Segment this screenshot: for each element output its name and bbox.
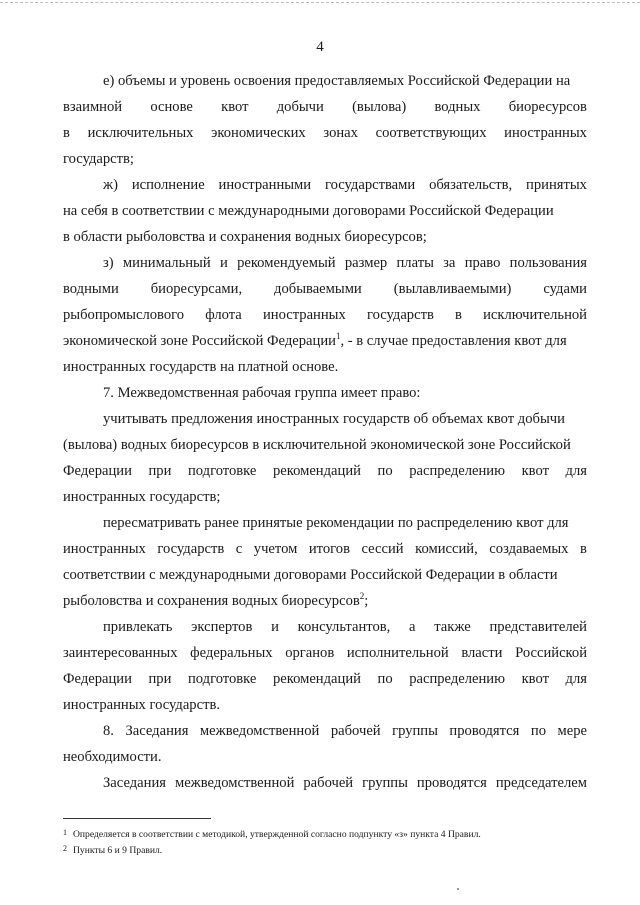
word: рекомендаций <box>272 463 361 479</box>
word: учетом <box>253 541 298 557</box>
text-line: е) объемы и уровень освоения предоставляемых Российской Федерации на <box>103 73 571 89</box>
word: консультантов, <box>297 619 391 635</box>
word: также <box>434 619 471 635</box>
footnote-separator <box>63 818 211 819</box>
word: государствами <box>324 177 416 193</box>
word: Федерации <box>63 671 132 687</box>
word: подготовке <box>187 463 257 479</box>
word: при <box>148 671 172 687</box>
word: власти <box>461 645 503 661</box>
word: соответствующих <box>375 125 487 141</box>
word: исключительных <box>87 125 194 141</box>
word: пользования <box>509 255 587 271</box>
word: распределению <box>409 463 506 479</box>
text-line <box>63 640 587 666</box>
word: рабочей <box>330 723 381 739</box>
word: иностранными <box>218 177 312 193</box>
word: зонах <box>323 125 358 141</box>
word: по <box>530 723 546 739</box>
word: создаваемых <box>489 541 569 557</box>
word: минимальный <box>122 255 211 271</box>
word: и <box>271 619 279 635</box>
word: при <box>148 463 172 479</box>
word: (вылавливаемыми) <box>393 281 512 297</box>
page-number: 4 <box>316 39 324 55</box>
word: флота <box>205 307 242 323</box>
text-line: соответствии с международными договорами Российской Федерации в области <box>63 567 558 583</box>
word: иностранных <box>262 307 346 323</box>
word: рекомендуемый <box>237 255 336 271</box>
word: Заседания <box>125 723 189 739</box>
text-line <box>63 172 587 198</box>
word: группы <box>362 775 408 791</box>
footnote-1 <box>63 826 593 842</box>
text-line: в области рыболовства и сохранения водных биоресурсов; <box>63 229 427 245</box>
word: судами <box>543 281 587 297</box>
word: исполнительной <box>346 645 449 661</box>
footnotes <box>63 826 593 858</box>
scan-speck <box>457 888 459 890</box>
word: комиссий, <box>415 541 478 557</box>
word: платы <box>396 255 434 271</box>
word: в <box>580 541 587 557</box>
footnote-text: Определяется в соответствии с методикой, утвержденной согласно подпункту «з» пункта 4 Правил. <box>73 829 481 840</box>
word: для <box>565 671 587 687</box>
word: основе <box>150 99 193 115</box>
word: водными <box>63 281 119 297</box>
word: по <box>377 671 393 687</box>
word: биоресурсами, <box>150 281 243 297</box>
word: представителей <box>489 619 587 635</box>
word: а <box>409 619 416 635</box>
word: государств <box>157 541 225 557</box>
word: заинтересованных <box>63 645 178 661</box>
text-line <box>63 666 587 692</box>
text-line <box>63 276 587 302</box>
footnote-text: Пункты 6 и 9 Правил. <box>73 845 163 856</box>
word: рабочей <box>303 775 354 791</box>
word: Российской <box>515 645 587 661</box>
word: ж) <box>103 177 118 193</box>
word: подготовке <box>187 671 257 687</box>
text-line: иностранных государств. <box>63 697 220 713</box>
text-line: иностранных государств; <box>63 489 221 505</box>
paragraph-8 <box>63 718 587 770</box>
paragraph-consider-proposals <box>63 406 587 510</box>
text-line <box>63 302 587 328</box>
word: председателем <box>495 775 587 791</box>
word: в <box>63 125 70 141</box>
word: Заседания <box>103 775 166 791</box>
text-line <box>63 718 587 744</box>
paragraph-z <box>63 250 587 380</box>
word: мере <box>557 723 587 739</box>
text-line: необходимости. <box>63 749 162 765</box>
text-line: пересматривать ранее принятые рекомендации по распределению квот для <box>103 515 569 531</box>
text-fragment: экономической зоне Российской Федерации <box>63 333 336 349</box>
text-line <box>63 536 587 562</box>
text-line <box>63 120 587 146</box>
scan-top-edge <box>0 2 640 3</box>
text-line <box>63 458 587 484</box>
word: проводятся <box>416 775 487 791</box>
text-line: (вылова) водных биоресурсов в исключительной экономической зоне Российской <box>63 437 571 453</box>
word: добычи <box>276 99 324 115</box>
word: рекомендаций <box>272 671 361 687</box>
word: группы <box>392 723 438 739</box>
paragraph-7 <box>63 380 587 406</box>
text-fragment: рыболовства и сохранения водных биоресурсов <box>63 593 360 609</box>
word: Федерации <box>63 463 132 479</box>
footnote-ref-1: 1 <box>335 331 341 342</box>
word: для <box>565 463 587 479</box>
word: межведомственной <box>174 775 295 791</box>
footnote-2 <box>63 842 593 858</box>
word: и <box>219 255 228 271</box>
word: проводятся <box>449 723 520 739</box>
text-line: 7. Межведомственная рабочая группа имеет право: <box>103 385 421 401</box>
paragraph-zh <box>63 172 587 250</box>
text-fragment: , - в случае предоставления квот для <box>340 333 567 349</box>
word: (вылова) <box>352 99 407 115</box>
word: взаимной <box>63 99 123 115</box>
text-fragment: ; <box>364 593 369 609</box>
word: межведомственной <box>199 723 320 739</box>
word: иностранных <box>63 541 146 557</box>
word: федеральных <box>190 645 273 661</box>
word: распределению <box>409 671 506 687</box>
text-line <box>63 770 587 796</box>
word: сессий <box>361 541 404 557</box>
word: в <box>455 307 462 323</box>
word: привлекать <box>103 619 173 635</box>
word: экспертов <box>191 619 253 635</box>
word: квот <box>221 99 249 115</box>
word: квот <box>521 463 549 479</box>
paragraph-review-recommendations <box>63 510 587 614</box>
paragraph-meetings-chair <box>63 770 587 796</box>
word: добываемыми <box>274 281 362 297</box>
word: квот <box>521 671 549 687</box>
document-body <box>63 68 587 796</box>
word: размер <box>344 255 388 271</box>
word: органов <box>285 645 335 661</box>
text-line <box>63 328 587 354</box>
footnote-mark: 2 <box>63 844 67 853</box>
word: биоресурсов <box>508 99 587 115</box>
text-line: на себя в соответствии с международными договорами Российской Федерации <box>63 203 554 219</box>
word: исполнение <box>131 177 205 193</box>
paragraph-e <box>63 68 587 172</box>
text-line <box>63 250 587 276</box>
word: итогов <box>308 541 350 557</box>
word: с <box>235 541 243 557</box>
word: водных <box>434 99 481 115</box>
word: по <box>377 463 393 479</box>
footnote-mark: 1 <box>63 828 67 837</box>
text-line <box>63 588 587 614</box>
word: рыбопромыслового <box>63 307 185 323</box>
word: иностранных <box>504 125 587 141</box>
word: государств <box>366 307 434 323</box>
word: за <box>443 255 456 271</box>
paragraph-involve-experts <box>63 614 587 718</box>
footnote-ref-2: 2 <box>359 591 365 602</box>
text-line <box>63 94 587 120</box>
word: право <box>464 255 501 271</box>
text-line: учитывать предложения иностранных государств об объемах квот добычи <box>103 411 565 427</box>
word: экономических <box>211 125 306 141</box>
word: принятых <box>526 177 587 193</box>
word: з) <box>103 255 114 271</box>
word: 8. <box>103 723 114 739</box>
word: исключительной <box>483 307 587 323</box>
text-line: государств; <box>63 151 134 167</box>
text-line <box>63 614 587 640</box>
word: обязательств, <box>429 177 513 193</box>
text-line: иностранных государств на платной основе. <box>63 359 339 375</box>
